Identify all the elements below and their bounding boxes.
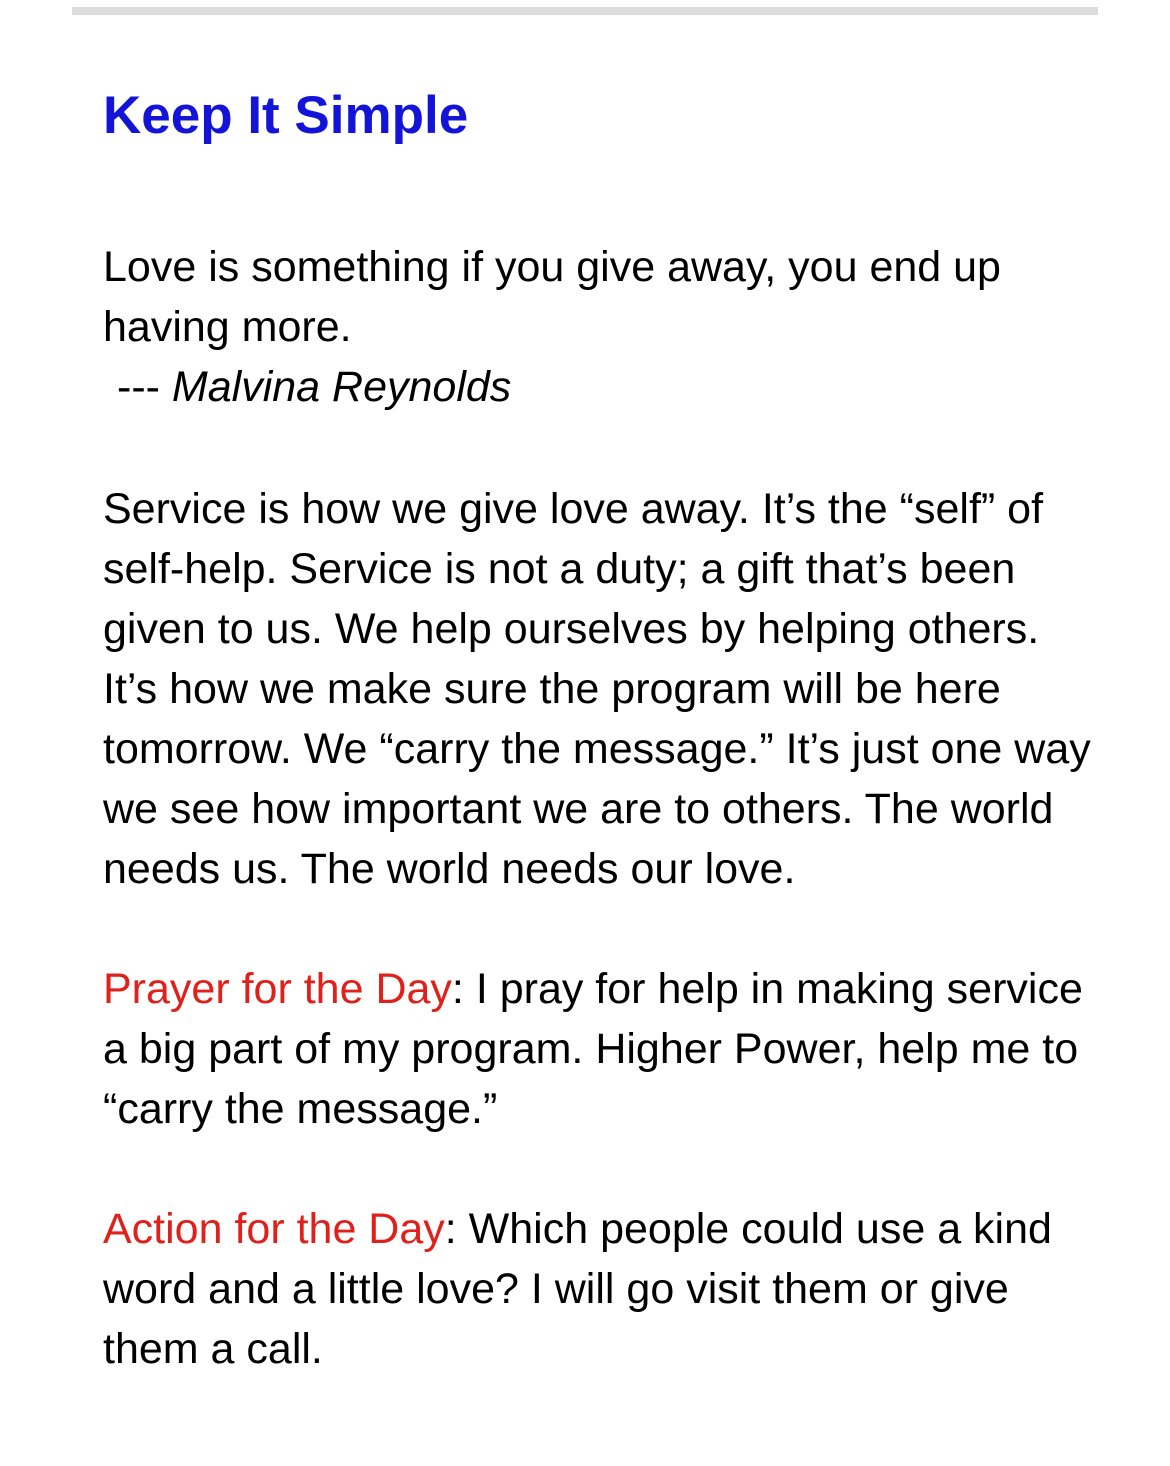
action-separator: : [444, 1205, 457, 1253]
action-label: Action for the Day [103, 1205, 445, 1253]
prayer-separator: : [451, 965, 464, 1013]
attribution-dashes: --- [117, 363, 160, 411]
prayer-text: I pray for help in making service a big part of my program. Higher Power, help me to “carry the message.” [103, 965, 1083, 1133]
quote-attribution [103, 357, 1103, 417]
prayer-paragraph [103, 959, 1103, 1139]
page-title: Keep It Simple [103, 86, 469, 145]
quote-block [103, 237, 1103, 417]
quote-author: Malvina Reynolds [171, 363, 512, 411]
quote-text: Love is something if you give away, you end up having more. [103, 243, 1001, 351]
service-paragraph: Service is how we give love away. It’s the “self” of self-help. Service is not a duty; a gift that’s been given to us. We help ourselves by helping others. It’s how we make sure the program will be here tomorrow. We “carry the message.” It’s just one way we see how important we are to others. The world needs us. The world needs our love. [103, 485, 1091, 893]
top-divider [72, 7, 1098, 15]
prayer-label: Prayer for the Day [103, 965, 452, 1013]
reading-content [103, 84, 1103, 1379]
action-text: Which people could use a kind word and a little love? I will go visit them or give them a call. [103, 1205, 1052, 1373]
action-paragraph [103, 1199, 1103, 1379]
